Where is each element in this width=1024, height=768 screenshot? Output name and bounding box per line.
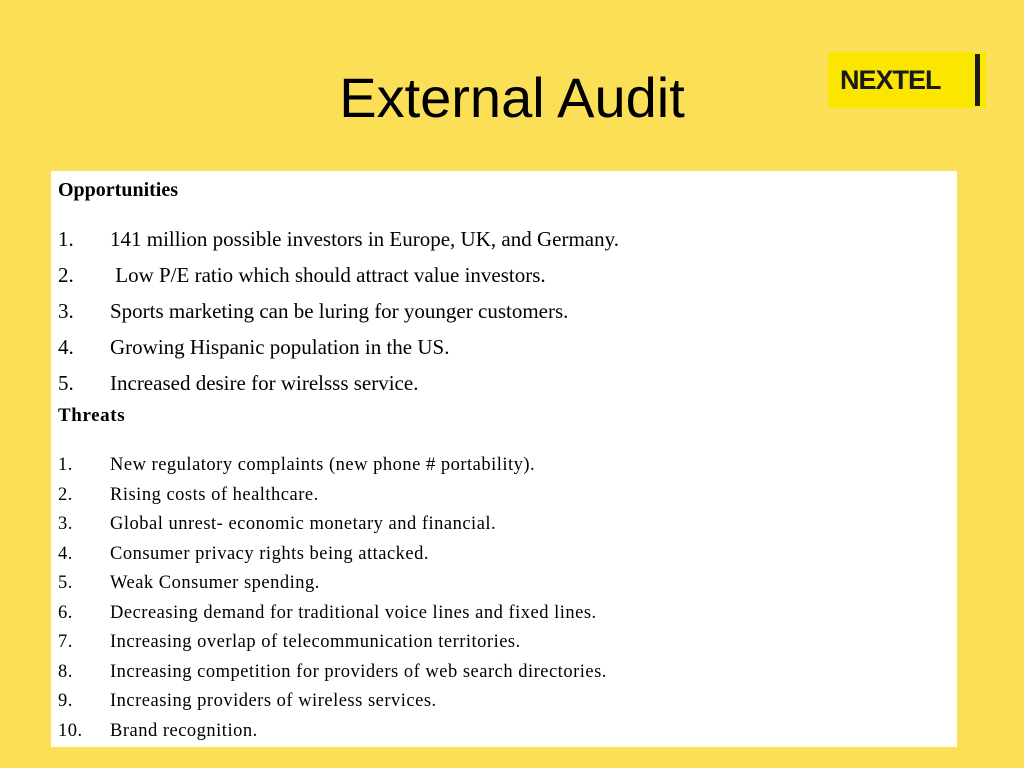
item-number: 9. <box>58 691 73 711</box>
item-text: Weak Consumer spending. <box>110 573 320 593</box>
item-number: 4. <box>58 543 73 564</box>
item-text: Brand recognition. <box>110 720 258 741</box>
nextel-logo <box>828 52 986 108</box>
audit-content-box <box>51 171 957 747</box>
item-text: Increasing providers of wireless services. <box>110 691 437 711</box>
item-text: Global unrest- economic monetary and financial. <box>110 514 497 534</box>
item-number: 3. <box>58 514 73 534</box>
item-number: 3. <box>58 299 74 323</box>
item-number: 10. <box>58 720 83 741</box>
item-text: Increasing competition for providers of web search directories. <box>110 661 607 682</box>
item-text: Consumer privacy rights being attacked. <box>110 543 430 564</box>
item-text: Increased desire for wirelsss service. <box>110 371 419 395</box>
item-text: Increasing overlap of telecommunication territories. <box>110 632 521 652</box>
item-number: 8. <box>58 661 73 682</box>
slide-title: External Audit <box>339 66 685 129</box>
opportunities-heading: Opportunities <box>58 179 179 201</box>
logo-text: NEXTEL <box>840 65 941 95</box>
item-number: 5. <box>58 573 73 593</box>
item-number: 2. <box>58 484 73 505</box>
item-text: Decreasing demand for traditional voice lines and fixed lines. <box>110 602 597 623</box>
item-text: Sports marketing can be luring for younger customers. <box>110 299 569 323</box>
item-number: 2. <box>58 263 74 287</box>
item-text: Growing Hispanic population in the US. <box>110 335 450 359</box>
logo-bar <box>975 54 980 106</box>
item-number: 7. <box>58 632 73 652</box>
item-number: 1. <box>58 455 73 475</box>
item-number: 6. <box>58 602 73 623</box>
threats-heading: Threats <box>58 405 126 426</box>
item-number: 4. <box>58 335 74 359</box>
item-text: New regulatory complaints (new phone # portability). <box>110 455 536 475</box>
item-number: 5. <box>58 371 74 395</box>
item-number: 1. <box>58 227 74 251</box>
item-text: 141 million possible investors in Europe, UK, and Germany. <box>110 227 619 251</box>
item-text: Low P/E ratio which should attract value investors. <box>110 263 546 287</box>
item-text: Rising costs of healthcare. <box>110 484 319 505</box>
